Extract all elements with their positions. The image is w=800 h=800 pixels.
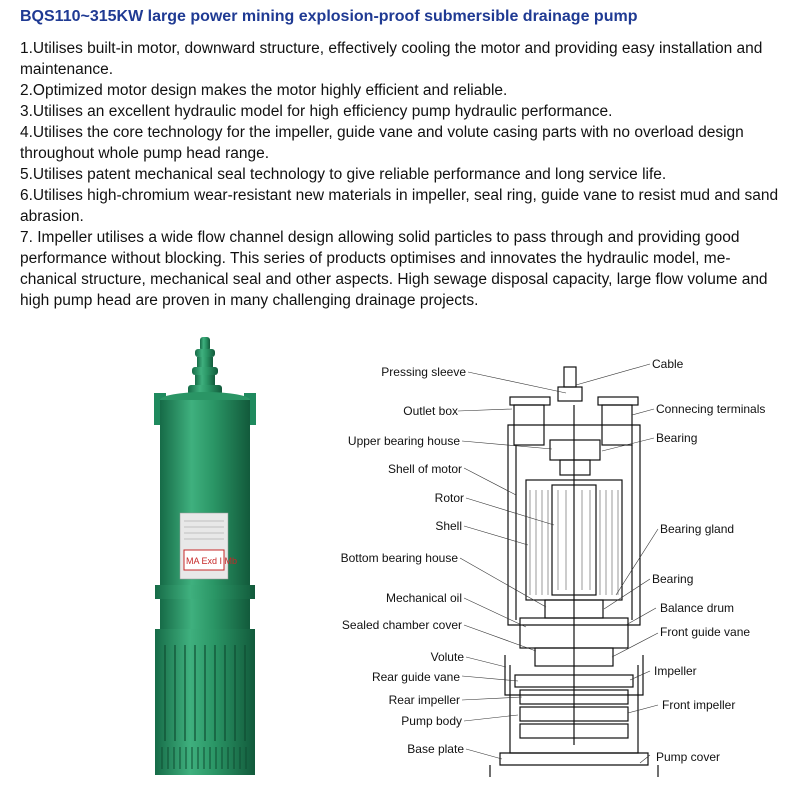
diagram-label-rear-guide-vane: Rear guide vane (371, 670, 460, 684)
diagram-label-connecting-terminals: Connecing terminals (656, 402, 766, 416)
feature-item: 5.Utilises patent mechanical seal technology to give reliable performance and long service life. (20, 166, 667, 183)
feature-item: 3.Utilises an excellent hydraulic model for high efficiency pump hydraulic performance. (20, 103, 613, 120)
feature-item: 7. Impeller utilises a wide flow channel design allowing solid particles to pass through and providing good performance without blocking. This series of products optimises and innovates the hydraulic model, me-chanical structure, mechanical seal and other aspects. High sewage disposal capacity, large flow volume and high pump head are proven in many challenging drainage projects. (20, 229, 768, 309)
diagram-label-outlet-box: Outlet box (403, 404, 458, 418)
explosion-proof-marking: MA Exd I Mb (186, 556, 238, 566)
feature-item: 2.Optimized motor design makes the motor highly efficient and reliable. (20, 82, 508, 99)
diagram-label-base-plate: Base plate (407, 742, 464, 756)
diagram-label-upper-bearing-house: Upper bearing house (347, 434, 460, 448)
diagram-label-bottom-bearing-house: Bottom bearing house (340, 551, 458, 565)
diagram-label-impeller: Impeller (654, 664, 697, 678)
page-title: BQS110~315KW large power mining explosion-proof submersible drainage pump (20, 8, 638, 25)
diagram-label-bearing-upper: Bearing (656, 431, 698, 445)
diagram-label-volute: Volute (430, 650, 464, 664)
diagram-label-bearing-gland: Bearing gland (660, 522, 735, 536)
diagram-label-front-guide-vane: Front guide vane (660, 625, 751, 639)
diagram-label-shell: Shell (435, 519, 462, 533)
feature-item: 6.Utilises high-chromium wear-resistant new materials in impeller, seal ring, guide vane to resist mud and sand abrasion. (20, 187, 779, 225)
feature-item: 1.Utilises built-in motor, downward structure, effectively cooling the motor and providing easy installation and maintenance. (20, 40, 763, 78)
diagram-label-pump-cover: Pump cover (656, 750, 721, 764)
diagram-label-shell-of-motor: Shell of motor (387, 462, 462, 476)
diagram-label-sealed-chamber-cover: Sealed chamber cover (341, 618, 462, 632)
diagram-label-rotor: Rotor (434, 491, 464, 505)
diagram-label-pump-body: Pump body (401, 714, 462, 728)
diagram-label-balance-drum: Balance drum (660, 601, 735, 615)
diagram-label-bearing-lower: Bearing (652, 572, 694, 586)
diagram-label-pressing-sleeve: Pressing sleeve (381, 365, 466, 379)
diagram-label-mechanical-oil: Mechanical oil (385, 591, 462, 605)
diagram-label-cable: Cable (652, 357, 684, 371)
feature-list (20, 38, 780, 311)
diagram-label-front-impeller: Front impeller (662, 698, 736, 712)
feature-item: 4.Utilises the core technology for the impeller, guide vane and volute casing parts with no overload design throughout whole pump head range. (20, 124, 744, 162)
diagram-label-rear-impeller: Rear impeller (388, 693, 460, 707)
